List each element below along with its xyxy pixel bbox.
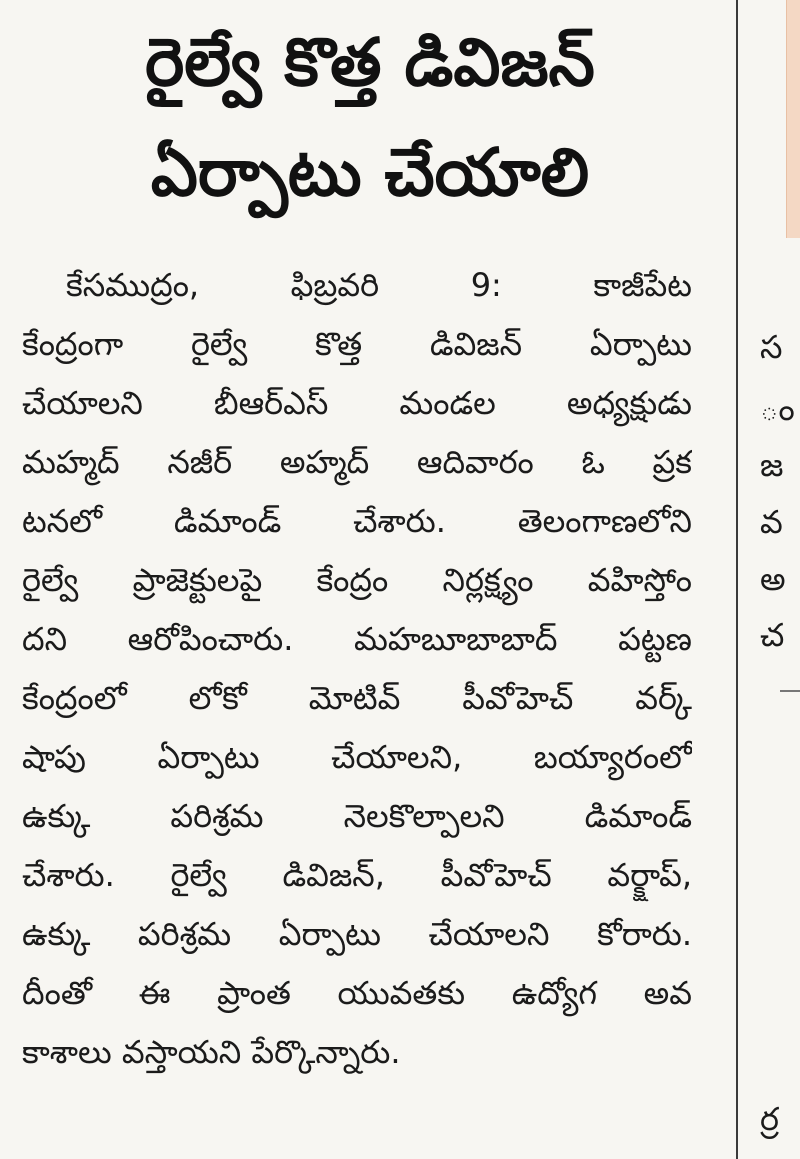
body-line: చేయాలని బీఆర్ఎస్ మండల అధ్యక్షుడు <box>22 384 692 422</box>
column-divider <box>736 0 738 1159</box>
body-line: దని ఆరోపించారు. మహబూబాబాద్ పట్టణ <box>22 620 692 658</box>
body-line: కేసముద్రం, ఫిబ్రవరి 9: కాజీపేట <box>66 266 692 304</box>
adjacent-divider <box>780 690 800 692</box>
body-line: రైల్వే ప్రాజెక్టులపై కేంద్రం నిర్లక్ష్యం వహిస్తోం <box>22 561 692 599</box>
adjacent-text-fragment: ం <box>760 390 795 428</box>
body-line: కేంద్రంలో లోకో మోటివ్ పీవోహెచ్ వర్క్ <box>22 679 692 717</box>
headline-line-2: ఏర్పాటు చేయాలి <box>150 134 590 211</box>
headline-line-1: రైల్వే కొత్త డివిజన్ <box>145 24 595 101</box>
body-line: టనలో డిమాండ్ చేశారు. తెలంగాణలోని <box>22 502 692 540</box>
body-line: మహ్మద్ నజీర్ అహ్మద్ ఆదివారం ఓ ప్రక <box>22 443 692 481</box>
body-line: కేంద్రంగా రైల్వే కొత్త డివిజన్ ఏర్పాటు <box>22 325 692 363</box>
body-line: షాపు ఏర్పాటు చేయాలని, బయ్యారంలో <box>22 738 692 776</box>
body-line: చేశారు. రైల్వే డివిజన్, పీవోహెచ్ వర్క్షాప్, <box>22 856 692 894</box>
adjacent-text-fragment: జ <box>760 446 784 484</box>
adjacent-column <box>740 0 800 1159</box>
body-line: కాశాలు వస్తాయని పేర్కొన్నారు. <box>22 1033 401 1071</box>
adjacent-text-fragment: వ <box>760 503 783 541</box>
adjacent-text-fragment: చ <box>760 616 785 654</box>
adjacent-text-fragment: ర్ర <box>760 1100 779 1138</box>
body-line: ఉక్కు పరిశ్రమ నెలకొల్పాలని డిమాండ్ <box>22 797 692 835</box>
adjacent-ad-box <box>786 0 800 238</box>
body-line: ఉక్కు పరిశ్రమ ఏర్పాటు చేయాలని కోరారు. <box>22 915 692 953</box>
body-line: దీంతో ఈ ప్రాంత యువతకు ఉద్యోగ అవ <box>22 974 692 1012</box>
adjacent-text-fragment: అ <box>760 560 786 598</box>
adjacent-text-fragment: స <box>760 328 783 366</box>
